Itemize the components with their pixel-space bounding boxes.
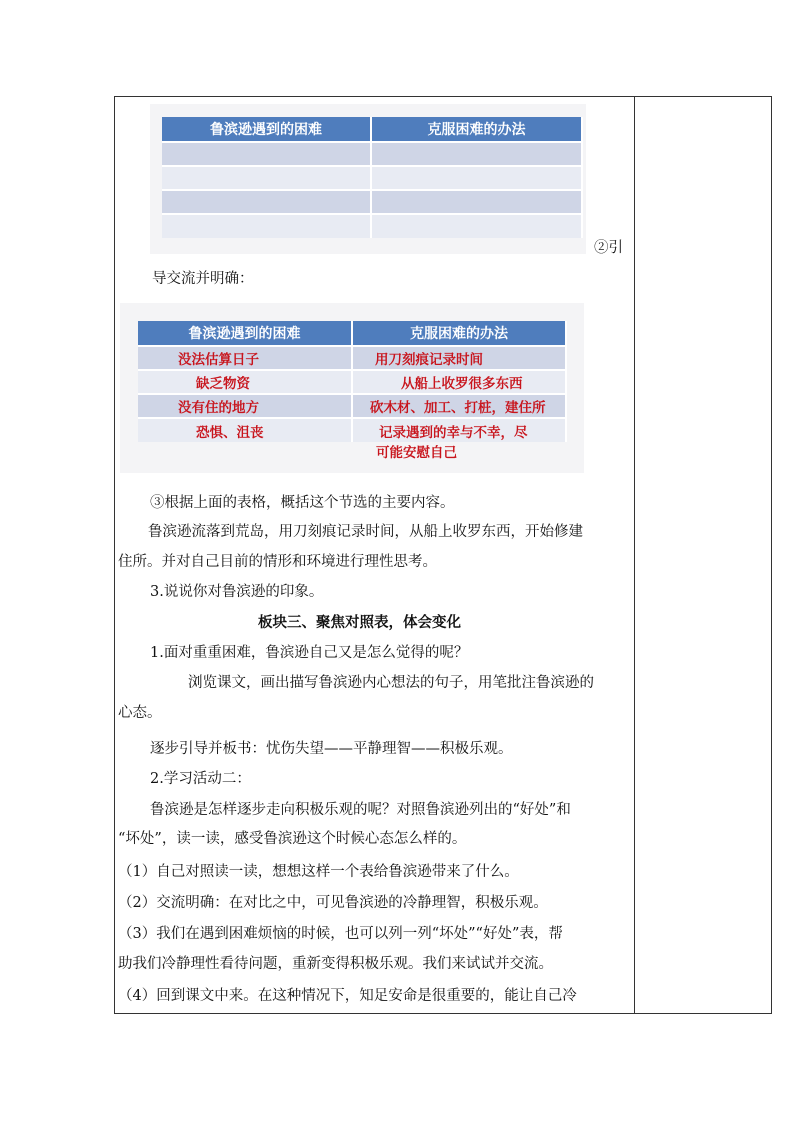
table2-difficulty-cell: 恐惧、沮丧 [138,418,352,442]
table2-difficulty-cell: 没法估算日子 [138,346,352,370]
section-title: 板块三、聚焦对照表，体会变化 [258,614,461,631]
paragraph-activity2: 2.学习活动二： [150,771,251,787]
paragraph-how-1: 鲁滨逊是怎样逐步走向积极乐观的呢？对照鲁滨逊列出的“好处”和 [150,802,571,818]
table2-solution-cell: 从船上收罗很多东西 [352,370,566,394]
paragraph-board: 逐步引导并板书：忧伤失望——平静理智——积极乐观。 [150,741,513,757]
paragraph-browse-2: 心态。 [118,705,162,721]
paragraph-p3: ③根据上面的表格，概括这个节选的主要内容。 [150,495,455,511]
table1-cell [371,190,582,214]
paragraph-browse-1: 浏览课文，画出描写鲁滨逊内心想法的句子，用笔批注鲁滨逊的 [188,675,594,691]
table2-header-difficulty: 鲁滨逊遇到的困难 [138,321,352,346]
table1-cell [162,190,371,214]
table2-header-solution: 克服困难的办法 [352,321,566,346]
table2-solution-cell: 记录遇到的幸与不幸，尽 [352,418,566,442]
table1-cell [162,214,371,238]
paragraph-s3-2: 助我们冷静理性看待问题，重新变得积极乐观。我们来试试并交流。 [118,956,553,972]
table2-overflow-text: 可能安慰自己 [376,445,457,461]
paragraph-summary-2: 住所。并对自己目前的情形和环境进行理性思考。 [118,554,437,570]
table2-solution-cell: 砍木材、加工、打桩，建住所 [352,394,566,418]
table1 [162,117,583,238]
paragraph-s1: （1）自己对照读一读，想想这样一个表给鲁滨逊带来了什么。 [118,864,519,880]
table2-difficulty-cell: 缺乏物资 [138,370,352,394]
paragraph-s3-1: （3）我们在遇到困难烦恼的时候，也可以列一列“坏处”“好处”表，帮 [118,926,563,942]
paragraph-summary-1: 鲁滨逊流落到荒岛，用刀刻痕记录时间，从船上收罗东西，开始修建 [148,524,583,540]
table1-cell [371,214,582,238]
table1-cell [162,166,371,190]
paragraph-q1: 1.面对重重困难，鲁滨逊自己又是怎么觉得的呢？ [150,645,469,661]
table2-solution-cell: 用刀刻痕记录时间 [352,346,566,370]
table2 [138,321,567,442]
paragraph-q3: 3.说说你对鲁滨逊的印象。 [150,584,324,600]
table2-difficulty-cell: 没有住的地方 [138,394,352,418]
table1-header-difficulty: 鲁滨逊遇到的困难 [162,117,371,142]
table1-header-solution: 克服困难的办法 [371,117,582,142]
paragraph-how-2: “坏处”，读一读，感受鲁滨逊这个时候心态怎么样的。 [118,831,467,847]
marker-2: ②引 [594,240,623,256]
paragraph-s4: （4）回到课文中来。在这种情况下，知足安命是很重要的，能让自己冷 [118,988,577,1004]
paragraph-s2: （2）交流明确：在对比之中，可见鲁滨逊的冷静理智，积极乐观。 [118,895,548,911]
lead-text: 导交流并明确： [152,271,254,287]
table1-cell [371,142,582,166]
table1-cell [162,142,371,166]
column-divider [634,96,635,1014]
table1-cell [371,166,582,190]
